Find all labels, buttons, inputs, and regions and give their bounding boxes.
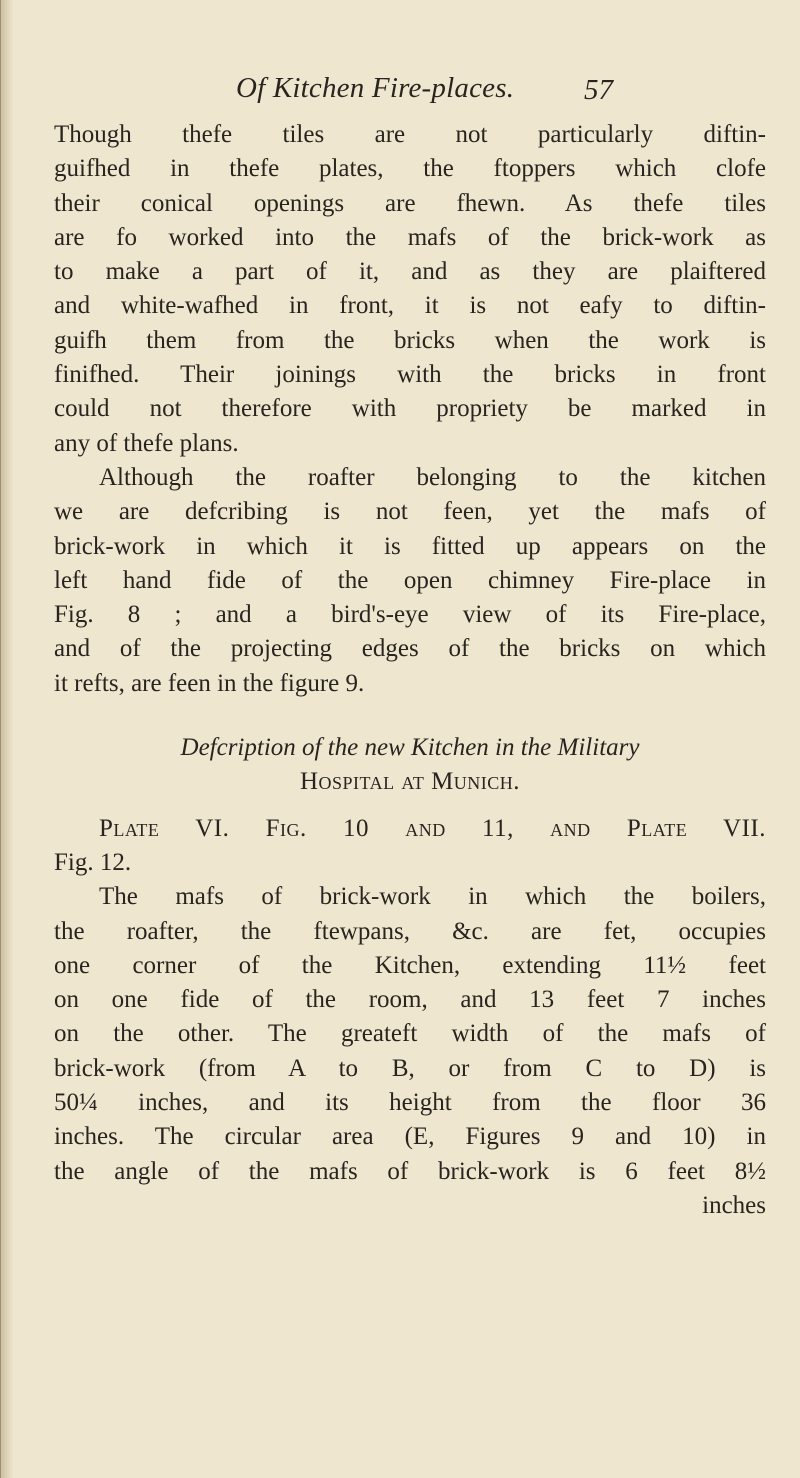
text-line: one corner of the Kitchen, extending 11½ feet (54, 951, 766, 979)
section-heading (54, 731, 766, 800)
paragraph-1 (54, 118, 766, 461)
text-line: guifh them from the bricks when the work is (54, 326, 766, 354)
text-line: and of the projecting edges of the bricks on which (54, 635, 766, 663)
plate-reference-line-1: Plate VI. Fig. 10 and 11, and Plate VII. (99, 814, 766, 842)
page-body (54, 118, 766, 1223)
page-header (0, 72, 800, 112)
page-number: 57 (584, 74, 613, 106)
plate-reference-line-2: Fig. 12. (54, 848, 132, 876)
text-line: brick-work (from A to B, or from C to D) is (54, 1054, 766, 1082)
page-edge-line (0, 0, 1, 1478)
text-line: the roafter, the ftewpans, &c. are fet, occupies (54, 917, 766, 945)
paragraph-3 (54, 880, 766, 1223)
text-line: left hand fide of the open chimney Fire-place in (54, 566, 766, 594)
text-line: Although the roafter belonging to the kitchen (99, 463, 766, 491)
text-line: The mafs of brick-work in which the boilers, (99, 883, 766, 911)
text-line: to make a part of it, and as they are plaiftered (54, 258, 766, 286)
text-line: guifhed in thefe plates, the ftoppers which clofe (54, 155, 766, 183)
text-line: we are defcribing is not feen, yet the mafs of (54, 498, 766, 526)
text-line: Though thefe tiles are not particularly diftin- (54, 121, 766, 148)
text-line: and white-wafhed in front, it is not eafy to diftin- (54, 292, 766, 320)
running-title: Of Kitchen Fire-places. (236, 72, 515, 104)
text-line: are fo worked into the mafs of the brick-work as (54, 223, 766, 251)
page-binding-edge (0, 0, 14, 1478)
text-line: any of thefe plans. (54, 429, 239, 457)
text-line: on the other. The greateft width of the mafs of (54, 1020, 766, 1048)
text-line: finifhed. Their joinings with the bricks in front (54, 361, 766, 389)
section-heading-line-2: Hospital at Munich. (299, 768, 521, 796)
text-line: the angle of the mafs of brick-work is 6 feet 8½ (54, 1157, 766, 1185)
paragraph-2 (54, 461, 766, 701)
text-line: 50¼ inches, and its height from the floor 36 (54, 1089, 766, 1117)
text-line: Fig. 8 ; and a bird's-eye view of its Fire-place, (54, 601, 766, 629)
plate-reference (54, 812, 766, 881)
text-line: it refts, are feen in the figure 9. (54, 669, 365, 697)
catchword: inches (702, 1191, 766, 1219)
text-line: inches. The circular area (E, Figures 9 and 10) in (54, 1123, 766, 1151)
text-line: on one fide of the room, and 13 feet 7 inches (54, 986, 766, 1014)
text-line: their conical openings are fhewn. As thefe tiles (54, 189, 766, 217)
section-heading-line-1: Defcription of the new Kitchen in the Military (180, 734, 640, 762)
text-line: could not therefore with propriety be marked in (54, 395, 766, 423)
text-line: brick-work in which it is fitted up appears on the (54, 532, 766, 560)
